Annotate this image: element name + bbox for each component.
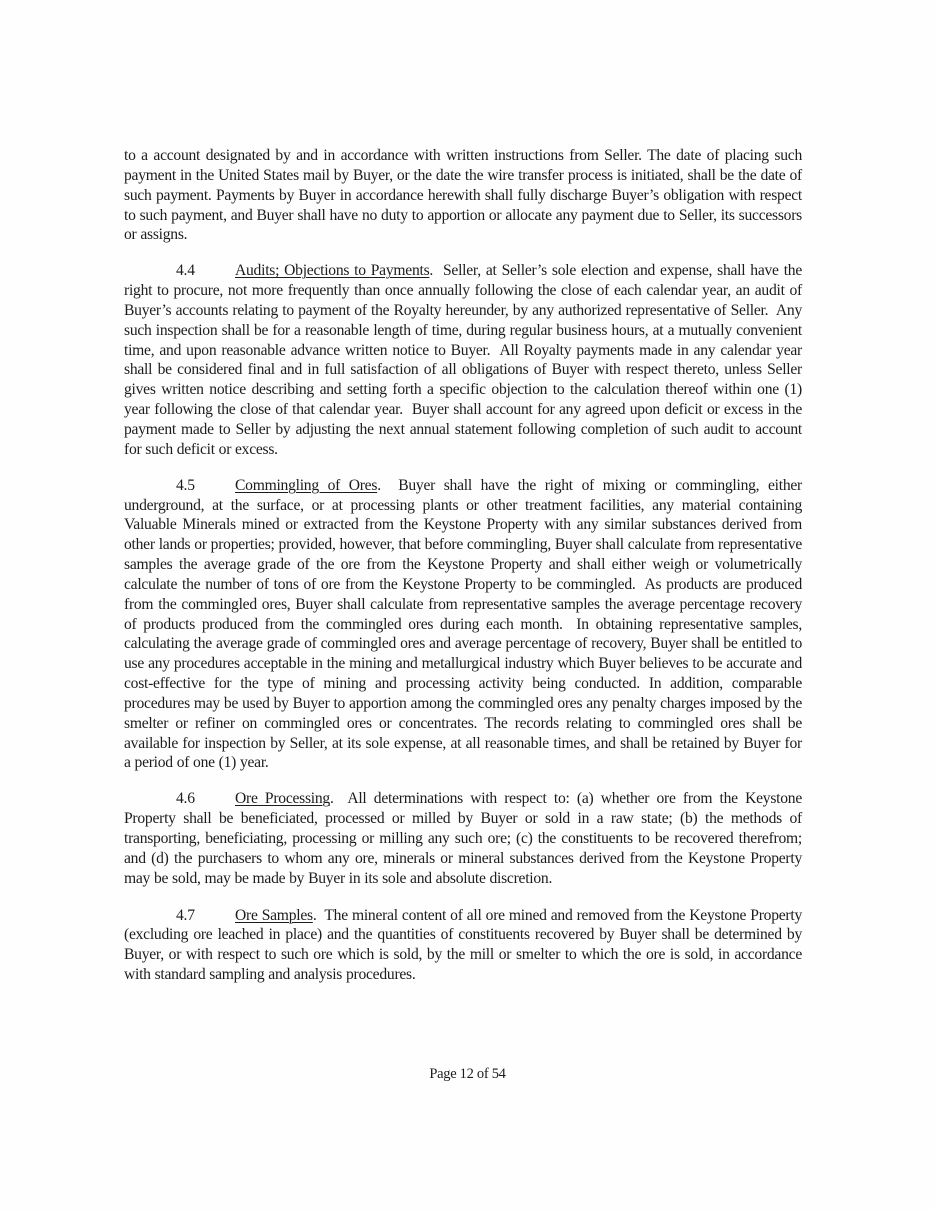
section-heading-suffix: . — [329, 790, 334, 808]
section-heading: Ore Processing — [235, 790, 330, 808]
section-number: 4.6 — [176, 790, 195, 808]
section-heading-suffix: . — [312, 906, 317, 924]
paragraph-text: The mineral content of all ore mined and removed from the Keystone Property (excluding ore leached in place) and the quantities of constituents recovered by Buyer shall be determined by Buyer, or with respect to such ore which is sold, by the mill or smelter to which the ore is sold, in accordance with standard sampling and analysis procedures. — [124, 906, 806, 984]
document-body — [124, 146, 806, 1001]
section-heading: Commingling of Ores — [235, 476, 378, 494]
section-heading: Audits; Objections to Payments — [235, 262, 430, 280]
section-4-5-commingling — [124, 476, 806, 774]
paragraph-continuation — [124, 146, 802, 245]
section-heading: Ore Samples — [235, 906, 313, 924]
section-4-7-ore-samples — [124, 906, 806, 985]
page-number-footer: Page 12 of 54 — [429, 1066, 506, 1082]
paragraph-text: Buyer shall have the right of mixing or commingling, either underground, at the surface, or at processing plants or other treatment facilities, any material containing Valuable Minerals mined or extracted from the Keystone Property with any similar substances derived from other lands or properties; provided, however, that before commingling, Buyer shall calculate from representative samples the average grade of the ore from the Keystone Property and shall either weigh or volumetrically calculate the number of tons of ore from the Keystone Property to be commingled. As products are produced from the commingled ores, Buyer shall calculate from representative samples the average percentage recovery of products produced from the commingled ores during each month. In obtaining representative samples, calculating the average grade of commingled ores and average percentage of recovery, Buyer shall be entitled to use any procedures acceptable in the mining and metallurgical industry which Buyer believes to be accurate and cost-effective for the type of mining and processing activity being conducted. In addition, comparable procedures may be used by Buyer to apportion among the commingled ores any penalty charges imposed by the smelter or refiner on commingled ores or concentrates. The records relating to commingled ores shall be available for inspection by Seller, at its sole expense, at all reasonable times, and shall be retained by Buyer for a period of one (1) year. — [124, 476, 806, 772]
section-number: 4.5 — [176, 476, 195, 494]
section-4-4-audits — [124, 261, 806, 459]
section-heading-suffix: . — [377, 476, 381, 494]
paragraph-text: All determinations with respect to: (a) whether ore from the Keystone Property shall be beneficiated, processed or milled by Buyer or sold in a raw state; (b) the methods of transporting, beneficiating, processing or milling any such ore; (c) the constituents to be recovered therefrom; and (d) the purchasers to whom any ore, minerals or mineral substances derived from the Keystone Property may be sold, may be made by Buyer in its sole and absolute discretion. — [124, 790, 806, 887]
section-4-6-ore-processing — [124, 789, 806, 888]
paragraph-text: to a account designated by and in accordance with written instructions from Seller. The date of placing such payment in the United States mail by Buyer, or the date the wire transfer process is initiated, shall be the date of such payment. Payments by Buyer in accordance herewith shall fully discharge Buyer’s obligation with respect to such payment, and Buyer shall have no duty to apportion or allocate any payment due to Seller, its successors or assigns. — [124, 147, 802, 244]
section-heading-suffix: . — [429, 262, 434, 280]
paragraph-text: Seller, at Seller’s sole election and expense, shall have the right to procure, not more frequently than once annually following the close of each calendar year, an audit of Buyer’s accounts relating to payment of the Royalty hereunder, by any authorized representative of Seller. Any such inspection shall be for a reasonable length of time, during regular business hours, at a mutually convenient time, and upon reasonable advance written notice to Buyer. All Royalty payments made in any calendar year shall be considered final and in full satisfaction of all obligations of Buyer with respect thereto, unless Seller gives written notice describing and setting forth a specific objection to the calculation thereof within one (1) year following the close of that calendar year. Buyer shall account for any agreed upon deficit or excess in the payment made to Seller by adjusting the next annual statement following completion of such audit to account for such deficit or excess. — [124, 262, 806, 458]
section-number: 4.4 — [176, 262, 195, 280]
section-number: 4.7 — [176, 906, 195, 924]
